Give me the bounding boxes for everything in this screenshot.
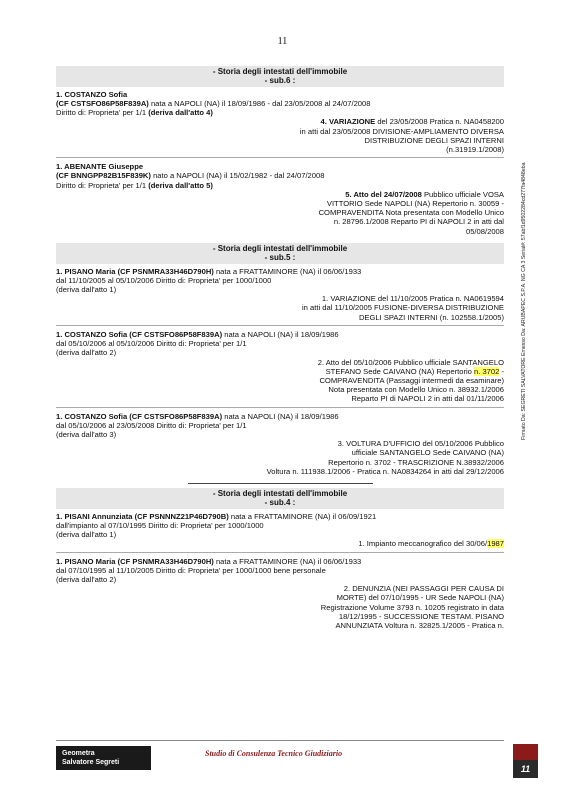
deed-line: ufficiale SANTANGELO Sede CAIVANO (NA) (351, 448, 504, 458)
highlighted-text: n. 3702 (474, 366, 500, 376)
owner-details: nata a NAPOLI (NA) il 18/09/1986 - dal 23/05/2008 al 24/07/2008 (148, 99, 371, 109)
owner-right: Diritto di: Proprieta' per 1/1 (56, 180, 149, 190)
section-sub: - sub.6 : (264, 76, 296, 86)
owner-name: 1. COSTANZO Sofia (CF CSTSFO86P58F839A) (56, 411, 223, 421)
deed-line: Voltura n. 111938.1/2006 - Pratica n. NA0834264 in atti dal 29/12/2006 (266, 466, 504, 476)
owner-details: dal 05/10/2006 al 23/05/2008 Diritto di: Proprieta' per 1/1 (56, 420, 247, 430)
logo-line: Salvatore Segreti (62, 759, 120, 766)
deed-line: Reparto PI di NAPOLI 2 in atti dal 01/11/2006 (351, 394, 504, 404)
deed-line: MORTE) del 07/10/1995 - UR Sede NAPOLI (NA) (336, 593, 504, 603)
deed-title: 5. Atto del 24/07/2008 (345, 189, 422, 199)
page-badge-accent (513, 744, 538, 760)
owner-derivation: (deriva dall'atto 2) (56, 574, 117, 584)
owner-name: 1. PISANO Maria (CF PSNMRA33H46D790H) (56, 266, 214, 276)
highlighted-text: 1987 (487, 539, 504, 549)
owner-details: nato a NAPOLI (NA) il 15/02/1982 - dal 24/07/2008 (150, 171, 325, 181)
owner-derivation: (deriva dall'atto 1) (56, 285, 117, 295)
deed-line: 1. VARIAZIONE del 11/10/2005 Pratica n. NA0619594 (321, 294, 504, 304)
section-header (56, 488, 504, 509)
deed-line: ANNUNZIATA Voltura n. 32825.1/2005 - Pratica n. (335, 620, 504, 630)
section-title: - Storia degli intestati dell'immobile (212, 67, 348, 76)
deed-title: 4. VARIAZIONE (320, 117, 376, 127)
deed-line: n. 28796.1/2008 Reparto PI di NAPOLI 2 in atti dal (333, 217, 504, 227)
studio-name: Studio di Consulenza Tecnico Giudiziario (205, 749, 343, 758)
owner-details: nata a NAPOLI (NA) il 18/09/1986 (224, 329, 339, 339)
owner-entry (56, 330, 504, 408)
footer-divider (56, 740, 504, 741)
owner-name: 1. COSTANZO Sofia (56, 89, 128, 99)
owner-name: 1. COSTANZO Sofia (CF CSTSFO86P58F839A) (56, 329, 223, 339)
owner-derivation: (deriva dall'atto 3) (56, 429, 117, 439)
deed-line: 2. Atto del 05/10/2006 Pubblico ufficiale SANTANGELO (317, 357, 504, 367)
page-number-top: 11 (277, 36, 288, 47)
deed-line: in atti dal 11/10/2005 FUSIONE-DIVERSA DISTRIBUZIONE (301, 303, 504, 313)
section-title: - Storia degli intestati dell'immobile (212, 243, 348, 253)
digital-signature-note: Firmato Da: SEGRETI SALVATORE Emesso Da: ARUBAPEC S.P.A. NG CA 3 Serial#: 57abf1d9502284cd277fa4848eba (521, 162, 527, 440)
deed-line: 2. DENUNZIA (NEI PASSAGGI PER CAUSA DI (343, 584, 504, 594)
owner-right: Diritto di: Proprieta' per 1/1 (56, 108, 149, 118)
section-header (56, 66, 504, 87)
deed-line-highlighted: 1. Impianto meccanografico del 30/06/1987 (358, 539, 504, 549)
deed-line-highlighted: STEFANO Sede CAIVANO (NA) Repertorio n. 3702 - (325, 366, 504, 376)
owner-entry (56, 557, 504, 634)
owner-details: dal 07/10/1995 al 11/10/2005 Diritto di: Proprieta' per 1000/1000 bene personale (56, 565, 326, 575)
owner-cf: (CF CSTSFO86P58F839A) (56, 99, 149, 109)
owner-details: dal 05/10/2006 al 05/10/2006 Diritto di: Proprieta' per 1/1 (56, 339, 247, 349)
owner-cf: (CF BNNGPP82B15F839K) (56, 171, 151, 181)
deed-line: DEGLI SPAZI INTERNI (n. 102558.1/2005) (358, 312, 504, 322)
deed-line: Pubblico ufficiale VOSA (421, 189, 504, 199)
deed-line: COMPRAVENDITA (Passaggi intermedi da esaminare) (319, 375, 504, 385)
deed-line: in atti dal 23/05/2008 DIVISIONE-AMPLIAMENTO DIVERSA (299, 126, 504, 136)
author-logo (56, 746, 151, 770)
owner-entry (56, 412, 504, 479)
deed-line: 3. VOLTURA D'UFFICIO del 05/10/2006 Pubblico (337, 439, 504, 449)
owner-derivation: (deriva dall'atto 2) (56, 348, 117, 358)
section-sub: - sub.4 : (264, 498, 296, 508)
deed-line: 18/12/1995 - SUCCESSIONE TESTAM. PISANO (338, 611, 504, 621)
owner-name: 1. PISANI Annunziata (CF PSNNNZ21P46D790B) (56, 511, 229, 521)
owner-entry (56, 90, 504, 158)
section-separator (188, 483, 373, 484)
owner-entry (56, 267, 504, 326)
section-sub: - sub.5 : (264, 253, 296, 263)
owner-details: nata a NAPOLI (NA) il 18/09/1986 (224, 411, 339, 421)
owner-details: nata a FRATTAMINORE (NA) il 06/06/1933 (215, 266, 362, 276)
owner-name: 1. ABENANTE Giuseppe (56, 162, 144, 172)
deed-line: del 23/05/2008 Pratica n. NA0458200 (375, 117, 504, 127)
deed-line: DISTRIBUZIONE DEGLI SPAZI INTERNI (364, 135, 504, 145)
deed-line: COMPRAVENDITA Nota presentata con Modello Unico (318, 208, 504, 218)
deed-line: Repertorio n. 3702 - TRASCRIZIONE N.38932/2006 (328, 457, 504, 467)
logo-line: Geometra (62, 750, 95, 757)
owner-entry (56, 512, 504, 553)
deed-line: 05/08/2008 (465, 226, 504, 236)
owner-details: nata a FRATTAMINORE (NA) il 06/09/1921 (230, 511, 377, 521)
owner-derivation: (deriva dall'atto 1) (56, 530, 117, 540)
owner-details: dal 11/10/2005 al 05/10/2006 Diritto di: Proprieta' per 1000/1000 (56, 275, 272, 285)
document-body (56, 66, 504, 637)
owner-derivation: (deriva dall'atto 5) (148, 180, 213, 190)
deed-line: VITTORIO Sede NAPOLI (NA) Repertorio n. 30059 - (326, 199, 504, 209)
page-number-badge: 11 (513, 760, 538, 778)
owner-name: 1. PISANO Maria (CF PSNMRA33H46D790H) (56, 556, 214, 566)
deed-line: Nota presentata con Modello Unico n. 38932.1/2006 (328, 385, 504, 395)
deed-line: Registrazione Volume 3793 n. 10205 registrato in data (320, 602, 504, 612)
section-header (56, 243, 504, 264)
deed-line: (n.31919.1/2008) (446, 145, 504, 155)
owner-details: dall'impianto al 07/10/1995 Diritto di: Proprieta' per 1000/1000 (56, 520, 264, 530)
section-title: - Storia degli intestati dell'immobile (212, 488, 348, 498)
owner-derivation: (deriva dall'atto 4) (148, 108, 213, 118)
owner-details: nata a FRATTAMINORE (NA) il 06/06/1933 (215, 556, 362, 566)
owner-entry (56, 162, 504, 239)
